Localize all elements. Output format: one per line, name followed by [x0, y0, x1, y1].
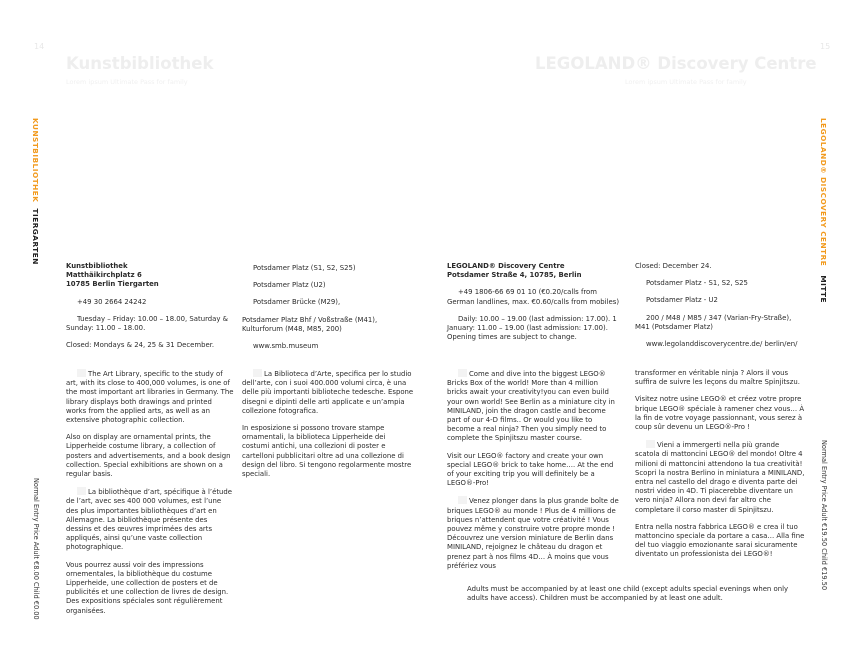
left-subtitle: Lorem ipsum Ultimate Pass for family	[66, 78, 188, 86]
bullet-marker-icon	[77, 487, 86, 495]
right-transport-block	[635, 262, 805, 357]
left-body-en-2: Also on display are ornamental prints, the Lipperheide costume library, a collection of posters and advertisements, and a book design collection. Special exhibitions are shown on a regular basis.	[66, 433, 231, 479]
left-transport-block	[242, 264, 420, 359]
left-transport-3: Potsdamer Brücke (M29),	[253, 298, 341, 307]
left-body-it-2: In esposizione si possono trovare stampe ornamentali, la biblioteca Lipperheide dei costumi antichi, una collezioni di poster e cartelloni pubblicitari oltre ad una collezione di design del libro. Si tengono regolarmente mostre speciali.	[242, 424, 412, 479]
right-title: LEGOLAND® Discovery Centre	[535, 54, 817, 73]
right-transport-2: Potsdamer Platz - U2	[646, 296, 718, 305]
left-address-city: 10785 Berlin Tiergarten	[66, 280, 159, 289]
left-body-column-1	[66, 369, 234, 624]
right-body-fr-2: transformer en véritable ninja ? Alors il vous suffira de suivre les leçons du maître Spinjitszu.	[635, 369, 800, 387]
right-body-fr-3: Visitez notre usine LEGO® et créez votre propre brique LEGO® spéciale à ramener chez vous… À la fin de votre voyage passionnant, vous serez à coup sûr devenu un LEGO®-Pro !	[635, 395, 805, 432]
left-address-street: Matthäikirchplatz 6	[66, 271, 142, 280]
left-hours: Tuesday – Friday: 10.00 – 18.00, Saturday & Sunday: 11.00 – 18.00.	[66, 314, 229, 333]
right-address-name: LEGOLAND® Discovery Centre	[447, 262, 565, 270]
right-price: Normal Entry Price Adult €19.50 Child €19.50	[820, 440, 828, 591]
left-transport-4: Potsdamer Platz Bhf / Voßstraße (M41), Kulturforum (M48, M85, 200)	[242, 315, 378, 333]
left-website[interactable]: www.smb.museum	[253, 342, 319, 351]
right-body-fr-1: Venez plonger dans la plus grande boîte de briques LEGO® au monde ! Plus de 4 millions de briques n’attendent que votre créativité ! Vous pouvez même y construire votre propre monde ! Découvrez une version miniature de Berlin dans MINILAND, rejoignez le château du dragon et prenez part à nos films 4D… À moins que vous préfériez vous	[447, 497, 619, 570]
left-transport-1: Potsdamer Platz (S1, S2, S25)	[253, 264, 356, 272]
right-body-column-1	[447, 369, 619, 579]
right-body-en-1: Come and dive into the biggest LEGO® Bricks Box of the world! More than 4 million bricks await your creativity!you can even build your own world! See Berlin as a miniature city in MINILAND, join the dragon castle and become part of our 4-D films.. Or would you like to become a real ninja? Then you simply need to complete the Spinjitszu master course.	[447, 370, 615, 443]
right-body-it-2: Entra nella nostra fabbrica LEGO® e crea il tuo mattoncino speciale da portare a casa… Alla fine del tuo viaggio emozionante sarai sicuramente diventato un professionista dei LEGO®!	[635, 522, 805, 559]
left-side-label	[31, 118, 40, 265]
left-title: Kunstbibliothek	[66, 54, 214, 73]
right-address-block	[447, 262, 622, 350]
bullet-marker-icon	[646, 440, 655, 448]
left-page-number: 14	[34, 42, 45, 51]
right-subtitle: Lorem ipsum Ultimate Pass for family	[625, 78, 747, 86]
right-hours: Daily: 10.00 – 19.00 (last admission: 17.00). 1 January: 11.00 – 19.00 (last admission: 17.00). Opening times are subject to change.	[447, 314, 617, 342]
left-body-fr-2: Vous pourrez aussi voir des impressions ornementales, la bibliothèque du costume Lipperheide, une collection de posters et de publicités et une collection de livres de design. Des expositions spéciales sont régulièrement organisées.	[66, 560, 229, 615]
left-phone: +49 30 2664 24242	[77, 297, 147, 306]
right-phone: +49 1806-66 69 01 10 (€0.20/calls from German landlines, max. €0.60/calls from mobiles)	[447, 288, 620, 306]
right-page-number: 15	[820, 42, 831, 51]
right-body-it-1: Vieni a immergerti nella più grande scatola di mattoncini LEGO® del mondo! Oltre 4 milioni di mattoncini attendono la tua creatività! Scopri la nostra Berlino in miniatura a MINILAND, entra nel castello del drago e diventa parte dei nostri video in 4D. Ti piacerebbe diventare un vero ninja? Allora non devi far altro che completare il corso master di Spinjitszu.	[635, 441, 805, 514]
right-transport-1: Potsdamer Platz - S1, S2, S25	[646, 279, 748, 288]
right-side-label-1: LEGOLAND® DISCOVERY CENTRE	[819, 118, 828, 267]
left-address-block	[66, 262, 241, 358]
right-closed: Closed: December 24.	[635, 262, 712, 270]
right-note: Adults must be accompanied by at least one child (except adults special evenings when only adults have access). Children must be accompanied by at least one adult.	[467, 585, 789, 603]
right-side-label-2: MITTE	[819, 275, 828, 303]
right-transport-3: 200 / M48 / M85 / 347 (Varian-Fry-Straße), M41 (Potsdamer Platz)	[635, 313, 792, 331]
bullet-marker-icon	[458, 369, 467, 377]
right-address-street: Potsdamer Straße 4, 10785, Berlin	[447, 271, 582, 280]
bullet-marker-icon	[458, 496, 467, 504]
left-body-en-1: The Art Library, specific to the study of art, with its close to 400,000 volumes, is one of the most important art libraries in Germany. The library displays both drawings and printed works from the applied arts, as well as an extensive photographic collection.	[66, 370, 234, 425]
left-side-label-1: KUNSTBIBLIOTHEK	[31, 118, 40, 203]
right-website[interactable]: www.legolanddiscoverycentre.de/ berlin/en/	[646, 340, 798, 349]
left-transport-2: Potsdamer Platz (U2)	[253, 281, 326, 290]
left-body-it-1: La Biblioteca d’Arte, specifica per lo studio dell’arte, con i suoi 400.000 volumi circa, è una delle più importanti biblioteche tedesche. Espone disegni e dipinti delle arti applicate e un’ampia collezione fotografica.	[242, 370, 414, 415]
bullet-marker-icon	[77, 369, 86, 377]
right-side-label	[819, 118, 828, 303]
left-address-name: Kunstbibliothek	[66, 262, 128, 270]
left-body-column-2	[242, 369, 414, 487]
right-body-en-2: Visit our LEGO® factory and create your own special LEGO® brick to take home…. At the end of your exciting trip you will definitely be a LEGO®-Pro!	[447, 451, 614, 488]
left-closed: Closed: Mondays & 24, 25 & 31 December.	[66, 341, 215, 350]
left-body-fr-1: La bibliothèque d’art, spécifique à l’étude de l’art, avec ses 400 000 volumes, est l’une des plus importantes bibliothèques d’art en Allemagne. La bibliothèque présente des dessins et des œuvres imprimées des arts appliqués, ainsi qu’une vaste collection photographique.	[66, 488, 232, 552]
left-price: Normal Entry Price Adult €8.00 Child €0.00	[32, 478, 40, 620]
right-body-column-2	[635, 369, 805, 568]
bullet-marker-icon	[253, 369, 262, 377]
left-side-label-2: TIERGARTEN	[31, 208, 40, 265]
